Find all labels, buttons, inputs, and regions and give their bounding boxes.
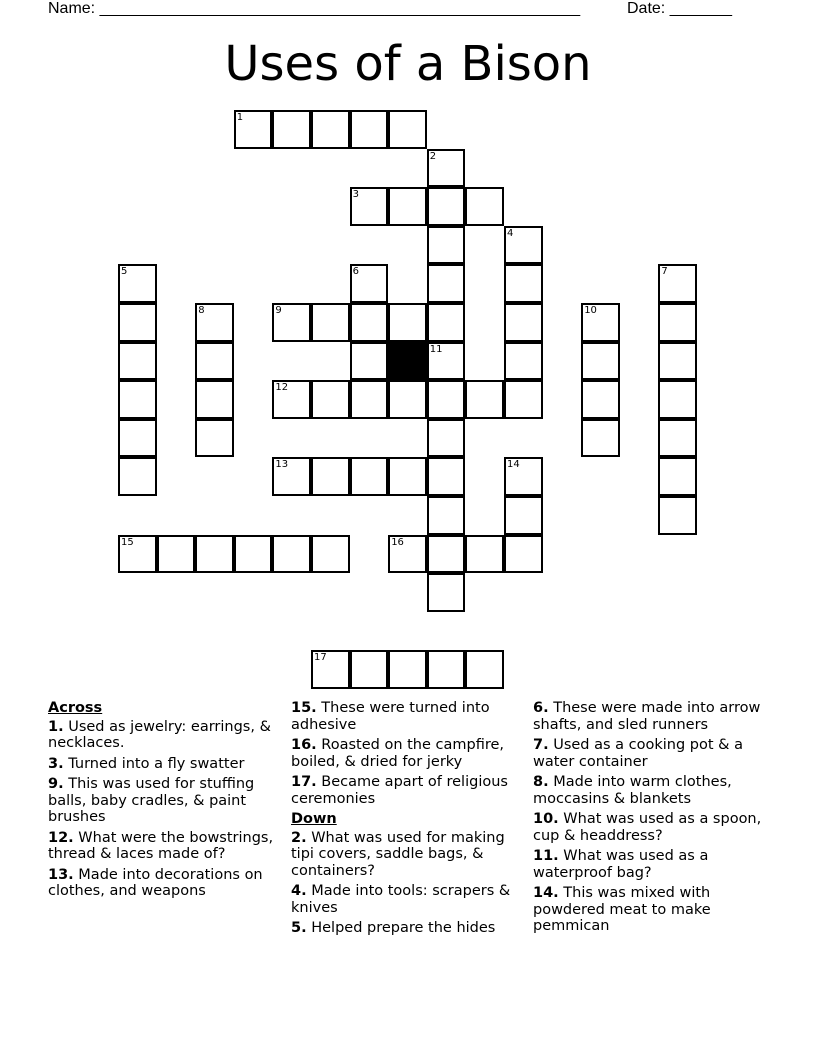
grid-cell[interactable]	[504, 342, 543, 381]
grid-cell[interactable]	[504, 380, 543, 419]
clue-number: 8.	[533, 774, 549, 790]
clues-column-2	[291, 700, 527, 941]
grid-cell[interactable]	[118, 264, 157, 303]
grid-cell[interactable]	[118, 457, 157, 496]
grid-cell[interactable]	[504, 303, 543, 342]
grid-cell[interactable]	[427, 226, 466, 265]
grid-cell[interactable]	[427, 264, 466, 303]
cell-number: 9	[275, 305, 282, 316]
clue-down-8	[533, 774, 773, 807]
clue-across-16	[291, 737, 527, 770]
grid-cell[interactable]	[311, 303, 350, 342]
clue-text: Turned into a fly swatter	[68, 755, 245, 772]
clue-number: 6.	[533, 700, 549, 716]
clue-number: 17.	[291, 774, 317, 790]
grid-cell[interactable]	[311, 535, 350, 574]
grid-cell[interactable]	[658, 419, 697, 458]
clue-number: 16.	[291, 737, 317, 753]
grid-cell[interactable]	[388, 110, 427, 149]
cell-number: 16	[391, 536, 404, 548]
grid-cell[interactable]	[311, 457, 350, 496]
grid-cell[interactable]	[118, 535, 157, 574]
clue-text: Roasted on the campfire, boiled, & dried for jerky	[291, 737, 505, 770]
clue-number: 15.	[291, 700, 317, 716]
clue-number: 1.	[48, 718, 64, 735]
black-square	[388, 342, 427, 381]
clue-across-3	[48, 756, 283, 773]
grid-cell[interactable]	[427, 496, 466, 535]
grid-cell[interactable]	[658, 303, 697, 342]
grid-cell[interactable]	[350, 303, 389, 342]
grid-cell[interactable]	[350, 650, 389, 689]
grid-cell[interactable]	[350, 264, 389, 303]
page-title: Uses of a Bison	[224, 36, 592, 92]
clue-number: 12.	[48, 829, 74, 846]
cell-number: 2	[429, 150, 437, 162]
clue-down-11	[533, 848, 773, 881]
down-heading: Down	[291, 811, 337, 827]
cell-number: 13	[275, 459, 289, 471]
grid-cell[interactable]	[427, 303, 466, 342]
clue-text: What was used as a waterproof bag?	[533, 848, 709, 881]
grid-cell[interactable]	[658, 457, 697, 496]
grid-cell[interactable]	[427, 380, 466, 419]
cell-number: 7	[661, 266, 668, 278]
grid-cell[interactable]	[388, 457, 427, 496]
grid-cell[interactable]	[118, 380, 157, 419]
grid-cell[interactable]	[427, 419, 466, 458]
cell-number: 17	[314, 652, 327, 664]
grid-cell[interactable]	[465, 380, 504, 419]
grid-cell[interactable]	[311, 110, 350, 149]
grid-cell[interactable]	[465, 187, 504, 226]
grid-cell[interactable]	[581, 419, 620, 458]
clue-down-4	[291, 883, 527, 916]
clue-number: 5.	[291, 920, 307, 936]
clue-number: 9.	[48, 776, 64, 792]
grid-cell[interactable]	[311, 650, 350, 689]
clue-text: This was used for stuffing balls, baby cradles, & paint brushes	[48, 776, 255, 825]
grid-cell[interactable]	[388, 187, 427, 226]
clue-across-9	[48, 776, 283, 826]
grid-cell[interactable]	[504, 264, 543, 303]
cell-number: 15	[121, 536, 134, 548]
clue-down-5	[291, 920, 527, 937]
clue-text: Helped prepare the hides	[311, 920, 496, 936]
cell-number: 3	[352, 189, 359, 201]
cell-number: 8	[198, 305, 205, 316]
grid-cell[interactable]	[195, 380, 234, 419]
cell-number: 10	[584, 305, 597, 316]
grid-cell[interactable]	[388, 535, 427, 574]
name-field-label: Name: ______________________________________________________	[48, 0, 581, 17]
grid-cell[interactable]	[195, 419, 234, 458]
grid-cell[interactable]	[157, 535, 196, 574]
clue-down-2	[291, 830, 527, 880]
grid-cell[interactable]	[350, 187, 389, 226]
grid-cell[interactable]	[388, 650, 427, 689]
grid-cell[interactable]	[658, 264, 697, 303]
grid-cell[interactable]	[195, 303, 234, 342]
cell-number: 14	[507, 459, 520, 471]
clue-text: What were the bowstrings, thread & laces made of?	[48, 829, 274, 862]
grid-cell[interactable]	[427, 650, 466, 689]
grid-cell[interactable]	[427, 535, 466, 574]
grid-cell[interactable]	[658, 380, 697, 419]
grid-cell[interactable]	[581, 342, 620, 381]
clue-text: Used as jewelry: earrings, & necklaces.	[48, 718, 271, 751]
clue-across-17	[291, 774, 527, 807]
cell-number: 1	[236, 112, 244, 123]
clue-text: These were made into arrow shafts, and sled runners	[533, 700, 761, 733]
clue-down-10	[533, 811, 773, 844]
clues-column-3	[533, 700, 773, 939]
clues-column-1	[48, 700, 283, 904]
grid-cell[interactable]	[272, 303, 311, 342]
grid-cell[interactable]	[388, 303, 427, 342]
grid-cell[interactable]	[658, 342, 697, 381]
grid-cell[interactable]	[350, 342, 389, 381]
clue-text: Used as a cooking pot & a water container	[533, 737, 743, 770]
clue-text: What was used for making tipi covers, saddle bags, & containers?	[291, 829, 505, 879]
grid-cell[interactable]	[118, 342, 157, 381]
grid-cell[interactable]	[118, 303, 157, 342]
grid-cell[interactable]	[195, 535, 234, 574]
clue-across-13	[48, 867, 283, 900]
clue-text: Made into warm clothes, moccasins & blankets	[533, 774, 732, 807]
grid-cell[interactable]	[581, 303, 620, 342]
cell-number: 11	[429, 343, 443, 355]
clue-text: Became apart of religious ceremonies	[291, 774, 508, 807]
cell-number: 5	[121, 266, 128, 278]
grid-cell[interactable]	[427, 457, 466, 496]
grid-cell[interactable]	[234, 535, 273, 574]
clue-number: 7.	[533, 737, 549, 753]
clue-number: 4.	[291, 883, 307, 899]
clue-down-14	[533, 885, 773, 935]
clue-number: 2.	[291, 829, 307, 846]
grid-cell[interactable]	[234, 110, 273, 149]
grid-cell[interactable]	[504, 457, 543, 496]
grid-cell[interactable]	[581, 380, 620, 419]
clue-text: This was mixed with powdered meat to make pemmican	[533, 885, 711, 934]
clue-across-1	[48, 719, 283, 752]
grid-cell[interactable]	[272, 535, 311, 574]
grid-cell[interactable]	[195, 342, 234, 381]
grid-cell[interactable]	[350, 457, 389, 496]
across-heading: Across	[48, 700, 103, 716]
date-field-label: Date: _______	[627, 0, 732, 17]
clue-text: These were turned into adhesive	[291, 700, 490, 733]
clue-across-15	[291, 700, 527, 733]
grid-cell[interactable]	[350, 380, 389, 419]
grid-cell[interactable]	[658, 496, 697, 535]
grid-cell[interactable]	[388, 380, 427, 419]
clue-number: 10.	[533, 811, 559, 827]
grid-cell[interactable]	[272, 110, 311, 149]
clue-number: 11.	[533, 848, 559, 864]
cell-number: 6	[352, 266, 359, 278]
clue-number: 14.	[533, 885, 559, 901]
grid-cell[interactable]	[504, 535, 543, 574]
grid-cell[interactable]	[350, 110, 389, 149]
grid-cell[interactable]	[465, 535, 504, 574]
clue-number: 13.	[48, 866, 74, 883]
grid-cell[interactable]	[427, 149, 466, 188]
grid-cell[interactable]	[504, 496, 543, 535]
grid-cell[interactable]	[272, 380, 311, 419]
grid-cell[interactable]	[504, 226, 543, 265]
clue-number: 3.	[48, 755, 64, 772]
cell-number: 12	[275, 382, 289, 394]
grid-cell[interactable]	[311, 380, 350, 419]
grid-cell[interactable]	[427, 187, 466, 226]
grid-cell[interactable]	[427, 342, 466, 381]
cell-number: 4	[507, 227, 514, 239]
clue-across-12	[48, 830, 283, 863]
grid-cell[interactable]	[272, 457, 311, 496]
clue-text: Made into tools: scrapers & knives	[291, 883, 511, 916]
clue-text: What was used as a spoon, cup & headdress?	[533, 811, 762, 844]
grid-cell[interactable]	[465, 650, 504, 689]
clue-down-7	[533, 737, 773, 770]
grid-cell[interactable]	[118, 419, 157, 458]
clue-down-6	[533, 700, 773, 733]
clue-text: Made into decorations on clothes, and weapons	[48, 866, 263, 899]
grid-cell[interactable]	[427, 573, 466, 612]
